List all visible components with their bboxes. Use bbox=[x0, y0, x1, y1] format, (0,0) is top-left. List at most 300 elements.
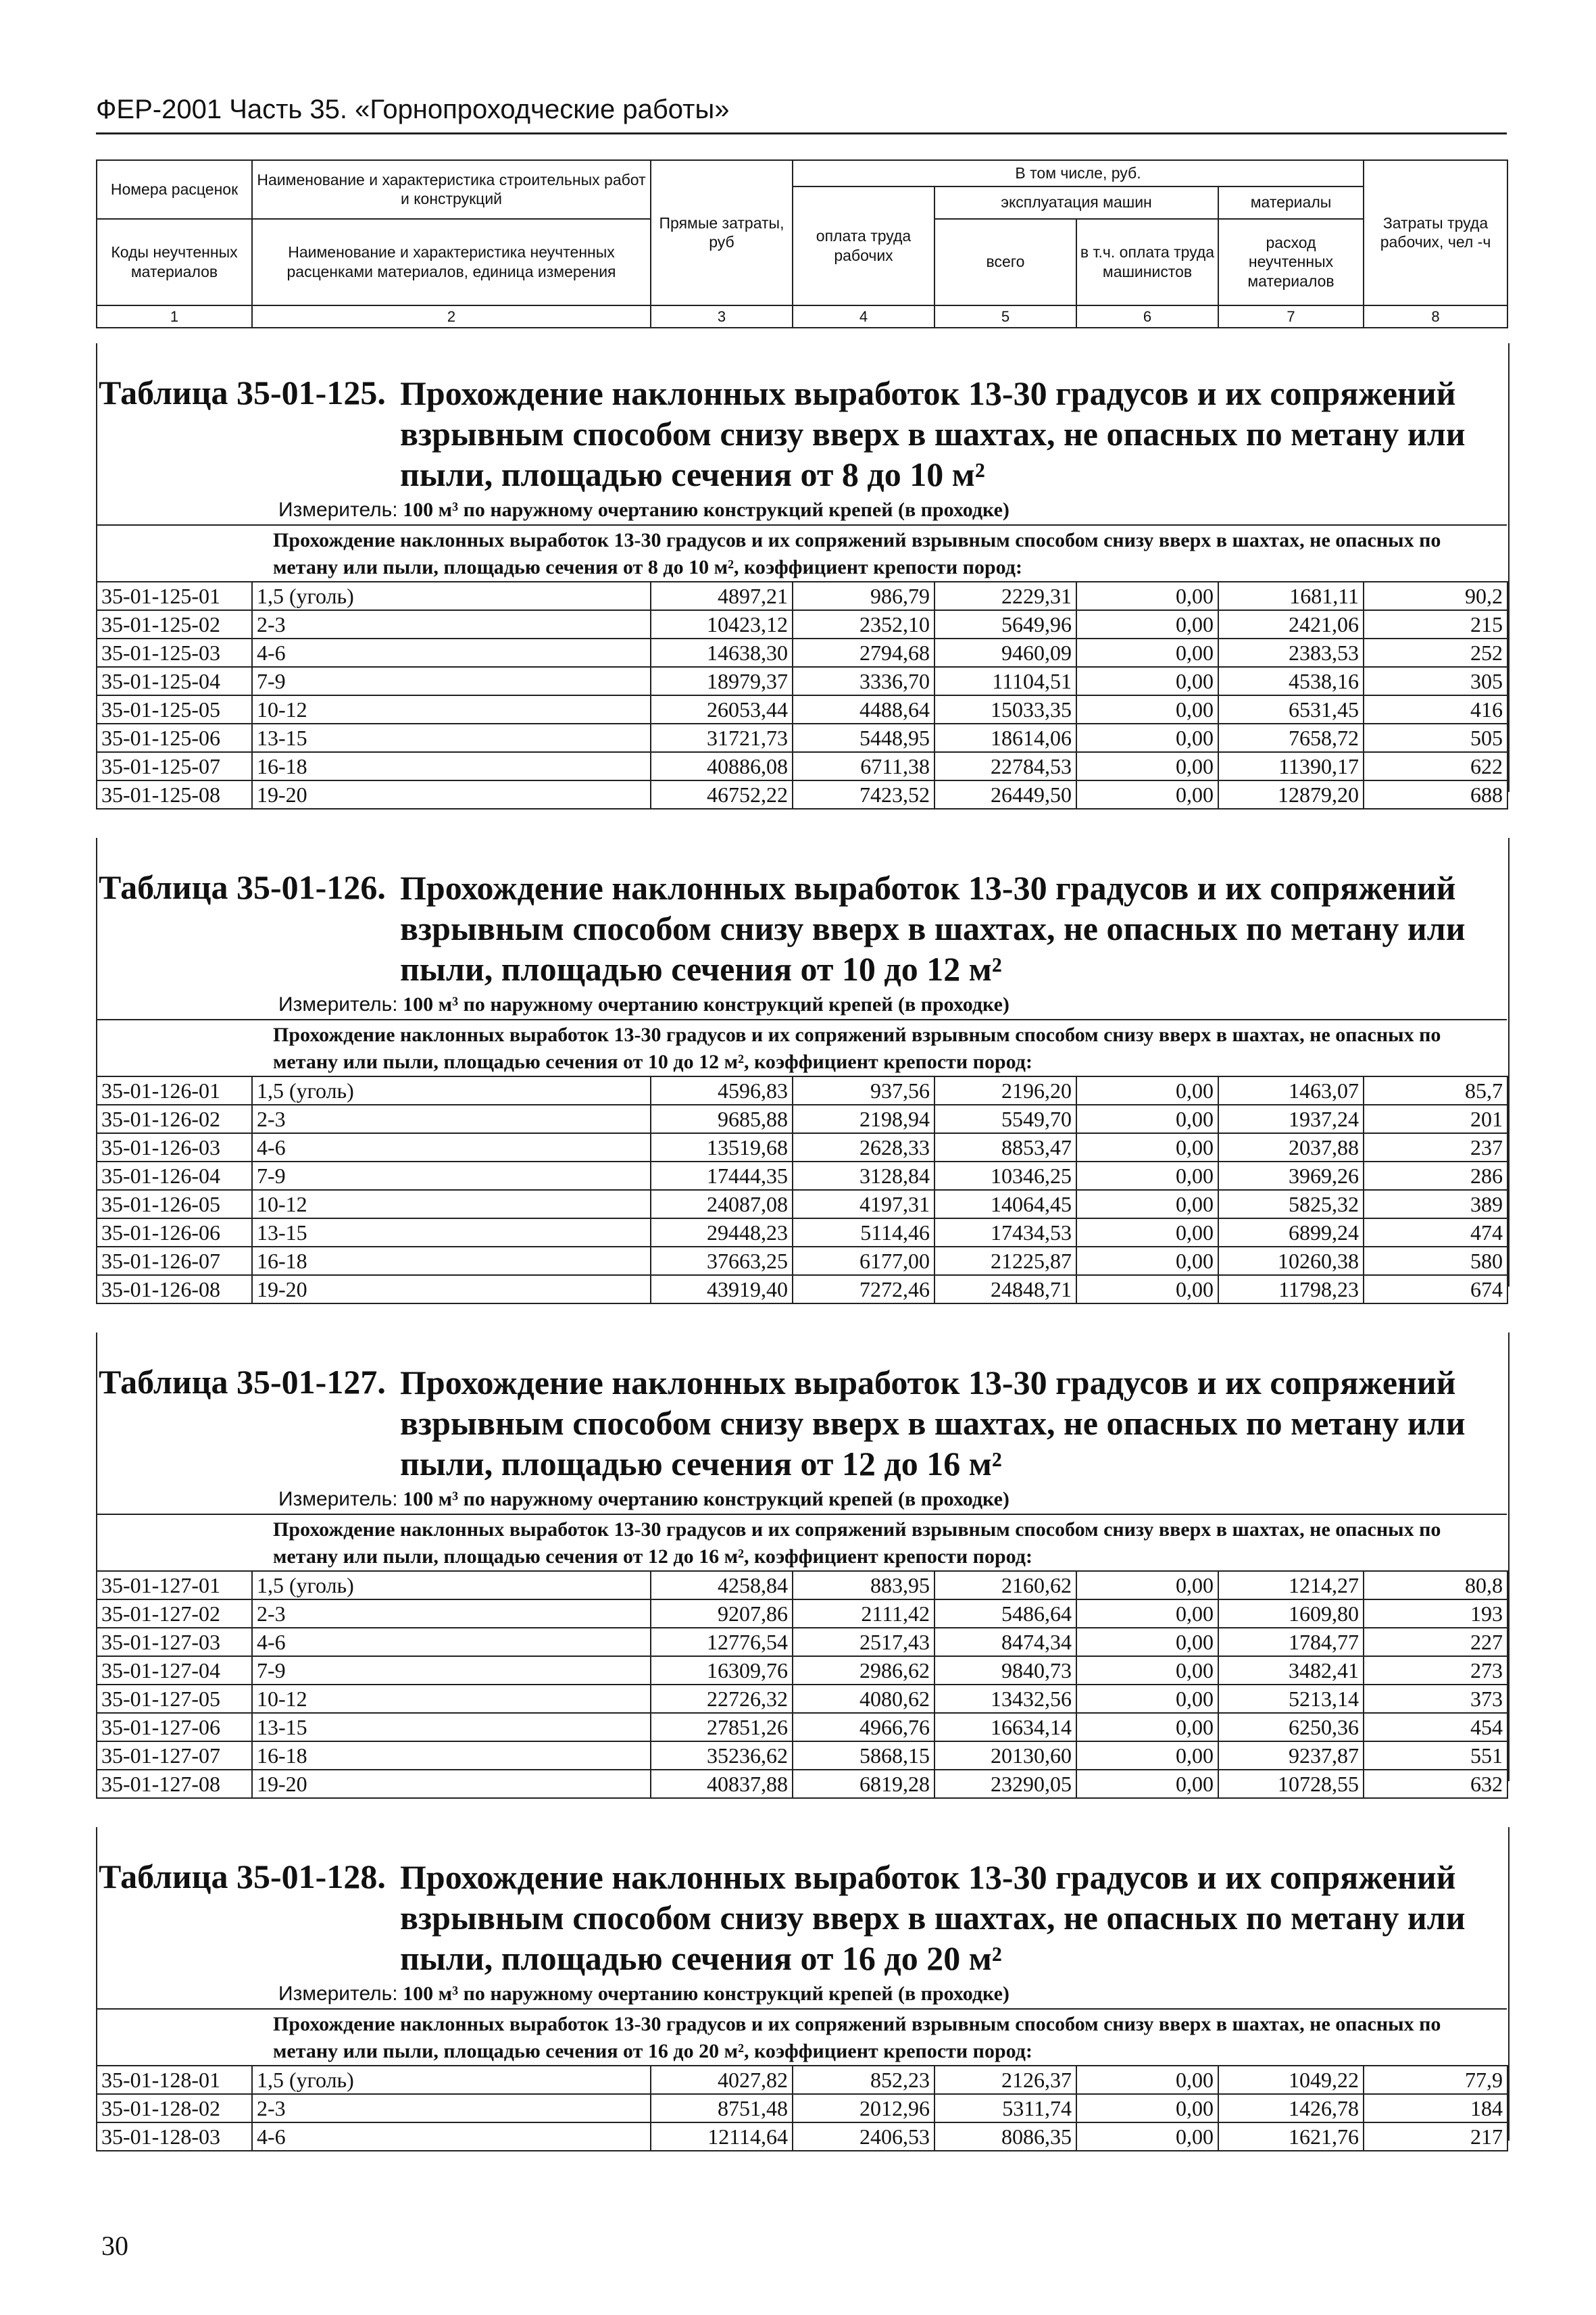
table-label: Таблица 35-01-128. bbox=[99, 1858, 386, 1895]
table-row bbox=[97, 724, 1507, 752]
cell-operator-pay: 0,00 bbox=[1076, 582, 1218, 610]
meter-label: Измеритель: bbox=[278, 993, 398, 1016]
table-row bbox=[97, 1247, 1507, 1275]
table-row bbox=[97, 610, 1507, 639]
cell-worker-pay: 2794,68 bbox=[793, 639, 934, 667]
cell-worker-pay: 6177,00 bbox=[793, 1247, 934, 1275]
cell-labor-hours: 77,9 bbox=[1364, 2066, 1507, 2094]
cell-materials-use: 1621,76 bbox=[1218, 2122, 1364, 2151]
cell-operator-pay: 0,00 bbox=[1076, 667, 1218, 695]
cell-direct-costs: 4027,82 bbox=[651, 2066, 793, 2094]
cell-labor-hours: 551 bbox=[1364, 1741, 1507, 1770]
cell-materials-use: 1214,27 bbox=[1218, 1571, 1364, 1599]
cell-materials-use: 1426,78 bbox=[1218, 2094, 1364, 2122]
cell-labor-hours: 373 bbox=[1364, 1685, 1507, 1713]
cell-operator-pay: 0,00 bbox=[1076, 780, 1218, 809]
cell-work-name: 4-6 bbox=[252, 2122, 651, 2151]
data-table bbox=[96, 1076, 1508, 1304]
cell-worker-pay: 3336,70 bbox=[793, 667, 934, 695]
table-row bbox=[97, 1713, 1507, 1741]
cell-work-name: 1,5 (уголь) bbox=[252, 1076, 651, 1105]
cell-work-name: 10-12 bbox=[252, 1190, 651, 1218]
meter-value: 100 м³ по наружному очертанию конструкций крепей (в проходке) bbox=[403, 1983, 1009, 2005]
table-row bbox=[97, 2066, 1507, 2094]
cell-machines-total: 2196,20 bbox=[934, 1076, 1076, 1105]
cell-operator-pay: 0,00 bbox=[1076, 1076, 1218, 1105]
cell-work-name: 1,5 (уголь) bbox=[252, 1571, 651, 1599]
cell-materials-use: 10260,38 bbox=[1218, 1247, 1364, 1275]
cell-work-name: 4-6 bbox=[252, 1133, 651, 1162]
cell-rate-code: 35-01-128-02 bbox=[97, 2094, 252, 2122]
cell-materials-use: 11798,23 bbox=[1218, 1275, 1364, 1303]
cell-labor-hours: 474 bbox=[1364, 1218, 1507, 1247]
cell-rate-code: 35-01-128-03 bbox=[97, 2122, 252, 2151]
meter-label: Измеритель: bbox=[278, 499, 398, 521]
table-title: Прохождение наклонных выработок 13-30 градусов и их сопряжений взрывным способом снизу вверх в шахтах, не опасных по метану или пыли, площадью сечения от 12 до 16 м² bbox=[400, 1364, 1466, 1483]
cell-direct-costs: 4897,21 bbox=[651, 582, 793, 610]
meter-label: Измеритель: bbox=[278, 1983, 398, 2005]
cell-machines-total: 2160,62 bbox=[934, 1571, 1076, 1599]
description-text: Прохождение наклонных выработок 13-30 градусов и их сопряжений взрывным способом снизу вверх в шахтах, не опасных по метану или пыли, площадью сечения от 12 до 16 м², коэффициент крепости пород: bbox=[273, 1518, 1441, 1568]
table-title: Прохождение наклонных выработок 13-30 градусов и их сопряжений взрывным способом снизу вверх в шахтах, не опасных по метану или пыли, площадью сечения от 10 до 12 м² bbox=[400, 869, 1466, 988]
cell-work-name: 10-12 bbox=[252, 1685, 651, 1713]
cell-operator-pay: 0,00 bbox=[1076, 1685, 1218, 1713]
cell-operator-pay: 0,00 bbox=[1076, 2122, 1218, 2151]
cell-direct-costs: 46752,22 bbox=[651, 780, 793, 809]
cell-direct-costs: 9685,88 bbox=[651, 1105, 793, 1133]
cell-operator-pay: 0,00 bbox=[1076, 1741, 1218, 1770]
cell-operator-pay: 0,00 bbox=[1076, 724, 1218, 752]
cell-materials-use: 6899,24 bbox=[1218, 1218, 1364, 1247]
cell-labor-hours: 674 bbox=[1364, 1275, 1507, 1303]
table-row bbox=[97, 1133, 1507, 1162]
cell-materials-use: 7658,72 bbox=[1218, 724, 1364, 752]
cell-materials-use: 6250,36 bbox=[1218, 1713, 1364, 1741]
cell-worker-pay: 7272,46 bbox=[793, 1275, 934, 1303]
cell-materials-use: 12879,20 bbox=[1218, 780, 1364, 809]
cell-direct-costs: 26053,44 bbox=[651, 695, 793, 724]
cell-machines-total: 8853,47 bbox=[934, 1133, 1076, 1162]
cell-operator-pay: 0,00 bbox=[1076, 2094, 1218, 2122]
section-description bbox=[96, 2008, 1507, 2066]
col-number: 1 bbox=[97, 305, 252, 328]
cell-machines-total: 2126,37 bbox=[934, 2066, 1076, 2094]
cell-rate-code: 35-01-125-04 bbox=[97, 667, 252, 695]
col-header-machines: эксплуатация машин bbox=[934, 186, 1218, 219]
table-row bbox=[97, 1218, 1507, 1247]
cell-direct-costs: 40837,88 bbox=[651, 1770, 793, 1798]
cell-work-name: 7-9 bbox=[252, 1656, 651, 1685]
cell-labor-hours: 80,8 bbox=[1364, 1571, 1507, 1599]
cell-machines-total: 9840,73 bbox=[934, 1656, 1076, 1685]
page-number: 30 bbox=[101, 2231, 128, 2261]
table-row bbox=[97, 1599, 1507, 1628]
col-header-material-names: Наименование и характеристика неучтенных расценками материалов, единица измерения bbox=[252, 219, 651, 305]
cell-direct-costs: 17444,35 bbox=[651, 1162, 793, 1190]
col-number: 8 bbox=[1364, 305, 1507, 328]
cell-labor-hours: 215 bbox=[1364, 610, 1507, 639]
description-text: Прохождение наклонных выработок 13-30 градусов и их сопряжений взрывным способом снизу вверх в шахтах, не опасных по метану или пыли, площадью сечения от 16 до 20 м², коэффициент крепости пород: bbox=[273, 2013, 1441, 2062]
cell-direct-costs: 8751,48 bbox=[651, 2094, 793, 2122]
cell-operator-pay: 0,00 bbox=[1076, 1713, 1218, 1741]
cell-rate-code: 35-01-126-06 bbox=[97, 1218, 252, 1247]
cell-direct-costs: 13519,68 bbox=[651, 1133, 793, 1162]
cell-labor-hours: 273 bbox=[1364, 1656, 1507, 1685]
cell-machines-total: 13432,56 bbox=[934, 1685, 1076, 1713]
cell-worker-pay: 2111,42 bbox=[793, 1599, 934, 1628]
table-row bbox=[97, 1190, 1507, 1218]
cell-materials-use: 10728,55 bbox=[1218, 1770, 1364, 1798]
cell-direct-costs: 27851,26 bbox=[651, 1713, 793, 1741]
cell-rate-code: 35-01-127-02 bbox=[97, 1599, 252, 1628]
cell-machines-total: 26449,50 bbox=[934, 780, 1076, 809]
cell-labor-hours: 688 bbox=[1364, 780, 1507, 809]
col-header-works: Наименование и характеристика строительных работ и конструкций bbox=[252, 160, 651, 219]
table-row bbox=[97, 695, 1507, 724]
cell-work-name: 16-18 bbox=[252, 1741, 651, 1770]
cell-labor-hours: 85,7 bbox=[1364, 1076, 1507, 1105]
meter-value: 100 м³ по наружному очертанию конструкций крепей (в проходке) bbox=[403, 993, 1009, 1016]
cell-machines-total: 10346,25 bbox=[934, 1162, 1076, 1190]
table-row bbox=[97, 1076, 1507, 1105]
cell-rate-code: 35-01-126-04 bbox=[97, 1162, 252, 1190]
cell-direct-costs: 40886,08 bbox=[651, 752, 793, 780]
cell-machines-total: 8086,35 bbox=[934, 2122, 1076, 2151]
cell-operator-pay: 0,00 bbox=[1076, 1770, 1218, 1798]
cell-work-name: 19-20 bbox=[252, 1770, 651, 1798]
cell-operator-pay: 0,00 bbox=[1076, 1162, 1218, 1190]
cell-labor-hours: 389 bbox=[1364, 1190, 1507, 1218]
cell-worker-pay: 6819,28 bbox=[793, 1770, 934, 1798]
cell-labor-hours: 201 bbox=[1364, 1105, 1507, 1133]
cell-operator-pay: 0,00 bbox=[1076, 1628, 1218, 1656]
cell-work-name: 16-18 bbox=[252, 1247, 651, 1275]
col-header-materials: материалы bbox=[1218, 186, 1364, 219]
table-row bbox=[97, 1275, 1507, 1303]
table-title: Прохождение наклонных выработок 13-30 градусов и их сопряжений взрывным способом снизу вверх в шахтах, не опасных по метану или пыли, площадью сечения от 16 до 20 м² bbox=[400, 1858, 1466, 1977]
cell-rate-code: 35-01-126-07 bbox=[97, 1247, 252, 1275]
cell-direct-costs: 43919,40 bbox=[651, 1275, 793, 1303]
cell-rate-code: 35-01-125-02 bbox=[97, 610, 252, 639]
cell-rate-code: 35-01-126-01 bbox=[97, 1076, 252, 1105]
cell-machines-total: 15033,35 bbox=[934, 695, 1076, 724]
cell-labor-hours: 622 bbox=[1364, 752, 1507, 780]
section-description bbox=[96, 524, 1507, 582]
cell-work-name: 2-3 bbox=[252, 610, 651, 639]
table-row bbox=[97, 752, 1507, 780]
cell-direct-costs: 9207,86 bbox=[651, 1599, 793, 1628]
cell-operator-pay: 0,00 bbox=[1076, 1190, 1218, 1218]
table-row bbox=[97, 1741, 1507, 1770]
cell-worker-pay: 883,95 bbox=[793, 1571, 934, 1599]
cell-labor-hours: 632 bbox=[1364, 1770, 1507, 1798]
cell-worker-pay: 2406,53 bbox=[793, 2122, 934, 2151]
cell-direct-costs: 12114,64 bbox=[651, 2122, 793, 2151]
table-row bbox=[97, 582, 1507, 610]
cell-operator-pay: 0,00 bbox=[1076, 610, 1218, 639]
cell-machines-total: 5486,64 bbox=[934, 1599, 1076, 1628]
col-header-rates: Номера расценок bbox=[97, 160, 252, 219]
cell-labor-hours: 90,2 bbox=[1364, 582, 1507, 610]
cell-materials-use: 9237,87 bbox=[1218, 1741, 1364, 1770]
cell-work-name: 1,5 (уголь) bbox=[252, 2066, 651, 2094]
cell-materials-use: 1463,07 bbox=[1218, 1076, 1364, 1105]
cell-direct-costs: 37663,25 bbox=[651, 1247, 793, 1275]
cell-operator-pay: 0,00 bbox=[1076, 1656, 1218, 1685]
cell-operator-pay: 0,00 bbox=[1076, 639, 1218, 667]
cell-worker-pay: 4080,62 bbox=[793, 1685, 934, 1713]
meter-line bbox=[278, 1983, 1009, 2006]
table-label: Таблица 35-01-125. bbox=[99, 374, 386, 412]
cell-worker-pay: 4488,64 bbox=[793, 695, 934, 724]
cell-machines-total: 5549,70 bbox=[934, 1105, 1076, 1133]
cell-rate-code: 35-01-125-03 bbox=[97, 639, 252, 667]
cell-materials-use: 4538,16 bbox=[1218, 667, 1364, 695]
col-header-operator-pay: в т.ч. оплата труда машинистов bbox=[1076, 219, 1218, 305]
cell-labor-hours: 227 bbox=[1364, 1628, 1507, 1656]
col-header-direct-costs: Прямые затраты, руб bbox=[651, 160, 793, 305]
cell-operator-pay: 0,00 bbox=[1076, 2066, 1218, 2094]
cell-rate-code: 35-01-126-05 bbox=[97, 1190, 252, 1218]
table-row bbox=[97, 1770, 1507, 1798]
table-title: Прохождение наклонных выработок 13-30 градусов и их сопряжений взрывным способом снизу вверх в шахтах, не опасных по метану или пыли, площадью сечения от 8 до 10 м² bbox=[400, 374, 1466, 493]
cell-labor-hours: 505 bbox=[1364, 724, 1507, 752]
cell-labor-hours: 286 bbox=[1364, 1162, 1507, 1190]
table-row bbox=[97, 1656, 1507, 1685]
table-row bbox=[97, 780, 1507, 809]
cell-direct-costs: 4596,83 bbox=[651, 1076, 793, 1105]
table-row bbox=[97, 2122, 1507, 2151]
cell-direct-costs: 22726,32 bbox=[651, 1685, 793, 1713]
cell-operator-pay: 0,00 bbox=[1076, 1218, 1218, 1247]
cell-rate-code: 35-01-127-01 bbox=[97, 1571, 252, 1599]
cell-worker-pay: 852,23 bbox=[793, 2066, 934, 2094]
cell-rate-code: 35-01-128-01 bbox=[97, 2066, 252, 2094]
cell-direct-costs: 35236,62 bbox=[651, 1741, 793, 1770]
cell-direct-costs: 14638,30 bbox=[651, 639, 793, 667]
table-row bbox=[97, 1162, 1507, 1190]
cell-worker-pay: 986,79 bbox=[793, 582, 934, 610]
cell-worker-pay: 2198,94 bbox=[793, 1105, 934, 1133]
cell-operator-pay: 0,00 bbox=[1076, 752, 1218, 780]
column-header-table bbox=[96, 159, 1508, 328]
cell-worker-pay: 2352,10 bbox=[793, 610, 934, 639]
cell-labor-hours: 217 bbox=[1364, 2122, 1507, 2151]
cell-rate-code: 35-01-127-03 bbox=[97, 1628, 252, 1656]
cell-labor-hours: 580 bbox=[1364, 1247, 1507, 1275]
cell-materials-use: 11390,17 bbox=[1218, 752, 1364, 780]
cell-machines-total: 8474,34 bbox=[934, 1628, 1076, 1656]
cell-rate-code: 35-01-127-05 bbox=[97, 1685, 252, 1713]
cell-machines-total: 11104,51 bbox=[934, 667, 1076, 695]
cell-worker-pay: 2517,43 bbox=[793, 1628, 934, 1656]
table-row bbox=[97, 667, 1507, 695]
cell-machines-total: 18614,06 bbox=[934, 724, 1076, 752]
cell-work-name: 16-18 bbox=[252, 752, 651, 780]
cell-work-name: 2-3 bbox=[252, 1599, 651, 1628]
col-number: 2 bbox=[252, 305, 651, 328]
cell-materials-use: 1681,11 bbox=[1218, 582, 1364, 610]
cell-rate-code: 35-01-126-03 bbox=[97, 1133, 252, 1162]
cell-worker-pay: 3128,84 bbox=[793, 1162, 934, 1190]
cell-machines-total: 9460,09 bbox=[934, 639, 1076, 667]
cell-work-name: 13-15 bbox=[252, 1713, 651, 1741]
cell-materials-use: 1049,22 bbox=[1218, 2066, 1364, 2094]
cell-operator-pay: 0,00 bbox=[1076, 1275, 1218, 1303]
col-header-material-codes: Коды неучтенных материалов bbox=[97, 219, 252, 305]
cell-rate-code: 35-01-125-01 bbox=[97, 582, 252, 610]
cell-work-name: 4-6 bbox=[252, 1628, 651, 1656]
cell-work-name: 1,5 (уголь) bbox=[252, 582, 651, 610]
cell-operator-pay: 0,00 bbox=[1076, 695, 1218, 724]
cell-materials-use: 2037,88 bbox=[1218, 1133, 1364, 1162]
cell-rate-code: 35-01-125-05 bbox=[97, 695, 252, 724]
cell-work-name: 7-9 bbox=[252, 667, 651, 695]
cell-work-name: 2-3 bbox=[252, 1105, 651, 1133]
cell-labor-hours: 252 bbox=[1364, 639, 1507, 667]
cell-direct-costs: 4258,84 bbox=[651, 1571, 793, 1599]
cell-machines-total: 20130,60 bbox=[934, 1741, 1076, 1770]
cell-machines-total: 24848,71 bbox=[934, 1275, 1076, 1303]
cell-rate-code: 35-01-126-08 bbox=[97, 1275, 252, 1303]
cell-direct-costs: 29448,23 bbox=[651, 1218, 793, 1247]
cell-labor-hours: 454 bbox=[1364, 1713, 1507, 1741]
cell-direct-costs: 12776,54 bbox=[651, 1628, 793, 1656]
cell-materials-use: 1609,80 bbox=[1218, 1599, 1364, 1628]
description-text: Прохождение наклонных выработок 13-30 градусов и их сопряжений взрывным способом снизу вверх в шахтах, не опасных по метану или пыли, площадью сечения от 10 до 12 м², коэффициент крепости пород: bbox=[273, 1024, 1441, 1073]
col-header-material-use: расход неучтенных материалов bbox=[1218, 219, 1364, 305]
cell-worker-pay: 2012,96 bbox=[793, 2094, 934, 2122]
meter-value: 100 м³ по наружному очертанию конструкций крепей (в проходке) bbox=[403, 499, 1009, 521]
table-row bbox=[97, 1685, 1507, 1713]
table-row bbox=[97, 1628, 1507, 1656]
cell-labor-hours: 305 bbox=[1364, 667, 1507, 695]
cell-worker-pay: 937,56 bbox=[793, 1076, 934, 1105]
col-header-machines-total: всего bbox=[934, 219, 1076, 305]
cell-direct-costs: 31721,73 bbox=[651, 724, 793, 752]
meter-value: 100 м³ по наружному очертанию конструкций крепей (в проходке) bbox=[403, 1488, 1009, 1510]
cell-machines-total: 5311,74 bbox=[934, 2094, 1076, 2122]
cell-worker-pay: 2628,33 bbox=[793, 1133, 934, 1162]
cell-work-name: 19-20 bbox=[252, 1275, 651, 1303]
cell-labor-hours: 416 bbox=[1364, 695, 1507, 724]
cell-operator-pay: 0,00 bbox=[1076, 1599, 1218, 1628]
cell-machines-total: 17434,53 bbox=[934, 1218, 1076, 1247]
cell-materials-use: 5213,14 bbox=[1218, 1685, 1364, 1713]
cell-worker-pay: 4197,31 bbox=[793, 1190, 934, 1218]
table-label: Таблица 35-01-127. bbox=[99, 1363, 386, 1401]
cell-worker-pay: 7423,52 bbox=[793, 780, 934, 809]
table-row bbox=[97, 639, 1507, 667]
col-number: 5 bbox=[934, 305, 1076, 328]
cell-operator-pay: 0,00 bbox=[1076, 1105, 1218, 1133]
description-text: Прохождение наклонных выработок 13-30 градусов и их сопряжений взрывным способом снизу вверх в шахтах, не опасных по метану или пыли, площадью сечения от 8 до 10 м², коэффициент крепости пород: bbox=[273, 529, 1441, 578]
cell-rate-code: 35-01-127-08 bbox=[97, 1770, 252, 1798]
cell-direct-costs: 24087,08 bbox=[651, 1190, 793, 1218]
cell-labor-hours: 237 bbox=[1364, 1133, 1507, 1162]
cell-worker-pay: 5114,46 bbox=[793, 1218, 934, 1247]
cell-direct-costs: 18979,37 bbox=[651, 667, 793, 695]
cell-materials-use: 1784,77 bbox=[1218, 1628, 1364, 1656]
col-number: 6 bbox=[1076, 305, 1218, 328]
cell-materials-use: 2421,06 bbox=[1218, 610, 1364, 639]
cell-operator-pay: 0,00 bbox=[1076, 1133, 1218, 1162]
cell-work-name: 13-15 bbox=[252, 1218, 651, 1247]
table-row bbox=[97, 1105, 1507, 1133]
cell-labor-hours: 193 bbox=[1364, 1599, 1507, 1628]
cell-worker-pay: 6711,38 bbox=[793, 752, 934, 780]
section-description bbox=[96, 1019, 1507, 1077]
meter-label: Измеритель: bbox=[278, 1488, 398, 1510]
cell-rate-code: 35-01-125-08 bbox=[97, 780, 252, 809]
col-header-labor-hours: Затраты труда рабочих, чел -ч bbox=[1364, 160, 1507, 305]
data-table bbox=[96, 2065, 1508, 2151]
cell-machines-total: 23290,05 bbox=[934, 1770, 1076, 1798]
col-header-including: В том числе, руб. bbox=[793, 160, 1364, 186]
col-number: 7 bbox=[1218, 305, 1364, 328]
cell-machines-total: 14064,45 bbox=[934, 1190, 1076, 1218]
page-header: ФЕР-2001 Часть 35. «Горнопроходческие работы» bbox=[96, 95, 730, 124]
cell-materials-use: 3482,41 bbox=[1218, 1656, 1364, 1685]
cell-worker-pay: 4966,76 bbox=[793, 1713, 934, 1741]
cell-rate-code: 35-01-127-07 bbox=[97, 1741, 252, 1770]
cell-machines-total: 21225,87 bbox=[934, 1247, 1076, 1275]
section-description bbox=[96, 1514, 1507, 1572]
data-table bbox=[96, 581, 1508, 810]
header-rule bbox=[96, 132, 1507, 134]
cell-materials-use: 2383,53 bbox=[1218, 639, 1364, 667]
meter-line bbox=[278, 499, 1009, 522]
cell-worker-pay: 2986,62 bbox=[793, 1656, 934, 1685]
cell-work-name: 10-12 bbox=[252, 695, 651, 724]
cell-materials-use: 5825,32 bbox=[1218, 1190, 1364, 1218]
cell-machines-total: 5649,96 bbox=[934, 610, 1076, 639]
cell-direct-costs: 16309,76 bbox=[651, 1656, 793, 1685]
col-number: 4 bbox=[793, 305, 934, 328]
cell-operator-pay: 0,00 bbox=[1076, 1247, 1218, 1275]
cell-rate-code: 35-01-126-02 bbox=[97, 1105, 252, 1133]
meter-line bbox=[278, 993, 1009, 1016]
cell-labor-hours: 184 bbox=[1364, 2094, 1507, 2122]
cell-work-name: 2-3 bbox=[252, 2094, 651, 2122]
cell-work-name: 19-20 bbox=[252, 780, 651, 809]
table-row bbox=[97, 1571, 1507, 1599]
table-label: Таблица 35-01-126. bbox=[99, 868, 386, 906]
cell-materials-use: 6531,45 bbox=[1218, 695, 1364, 724]
col-header-worker-pay: оплата труда рабочих bbox=[793, 186, 934, 305]
col-number: 3 bbox=[651, 305, 793, 328]
cell-work-name: 7-9 bbox=[252, 1162, 651, 1190]
cell-work-name: 4-6 bbox=[252, 639, 651, 667]
cell-operator-pay: 0,00 bbox=[1076, 1571, 1218, 1599]
cell-machines-total: 16634,14 bbox=[934, 1713, 1076, 1741]
cell-rate-code: 35-01-125-07 bbox=[97, 752, 252, 780]
cell-work-name: 13-15 bbox=[252, 724, 651, 752]
meter-line bbox=[278, 1488, 1009, 1511]
cell-direct-costs: 10423,12 bbox=[651, 610, 793, 639]
table-row bbox=[97, 2094, 1507, 2122]
cell-machines-total: 22784,53 bbox=[934, 752, 1076, 780]
cell-materials-use: 1937,24 bbox=[1218, 1105, 1364, 1133]
cell-rate-code: 35-01-127-06 bbox=[97, 1713, 252, 1741]
cell-rate-code: 35-01-125-06 bbox=[97, 724, 252, 752]
cell-materials-use: 3969,26 bbox=[1218, 1162, 1364, 1190]
data-table bbox=[96, 1570, 1508, 1799]
cell-worker-pay: 5868,15 bbox=[793, 1741, 934, 1770]
cell-rate-code: 35-01-127-04 bbox=[97, 1656, 252, 1685]
cell-machines-total: 2229,31 bbox=[934, 582, 1076, 610]
cell-worker-pay: 5448,95 bbox=[793, 724, 934, 752]
